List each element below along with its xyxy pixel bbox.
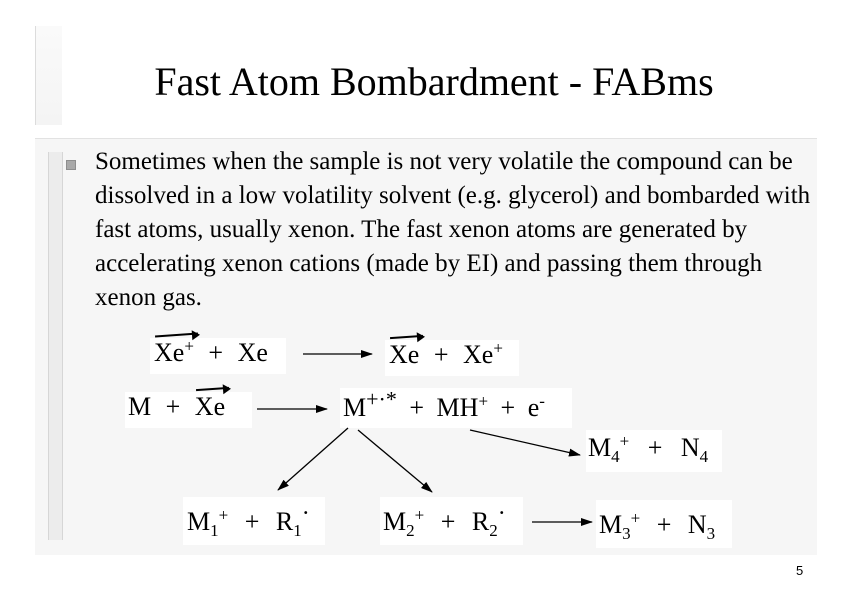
fragment-product-2: $M_2^+ + R_2^\cdot$ (380, 497, 523, 545)
fast-xe-ion: Xe+ (154, 336, 194, 367)
reaction2-center-products: M+·* + MH+ + e- (340, 388, 572, 428)
reaction2-reactants: M + Xe (125, 392, 252, 428)
arrow-to-m4 (470, 430, 580, 455)
fast-xe-atom: Xe (389, 340, 420, 369)
bullet-text: Sometimes when the sample is not very volatile the compound can be dissolved in a low volatility solvent (e.g. glycerol) and bombarded with fast atoms, usually xenon. The fast xenon atoms are generated by accelerating xenon cations (made by EI) and passing them through xenon gas. (95, 148, 811, 311)
fragment-product-4: $M_4^+ + N_4$ (586, 430, 722, 472)
page-number: 5 (796, 563, 804, 578)
reaction1-reactants: Xe+ + Xe (150, 338, 286, 374)
reaction1-products: Xe + Xe+ (385, 340, 519, 376)
slide-title: Fast Atom Bombardment - FABms (154, 59, 714, 104)
arrow-to-m2 (358, 430, 432, 492)
arrow-to-m1 (278, 428, 348, 490)
fragment-product-1: $M_1^+ + R_1^\cdot$ (183, 497, 325, 545)
fast-xe-atom-2: Xe (194, 392, 226, 421)
fragment-product-3: $M_3^+ + N_3$ (596, 500, 732, 548)
